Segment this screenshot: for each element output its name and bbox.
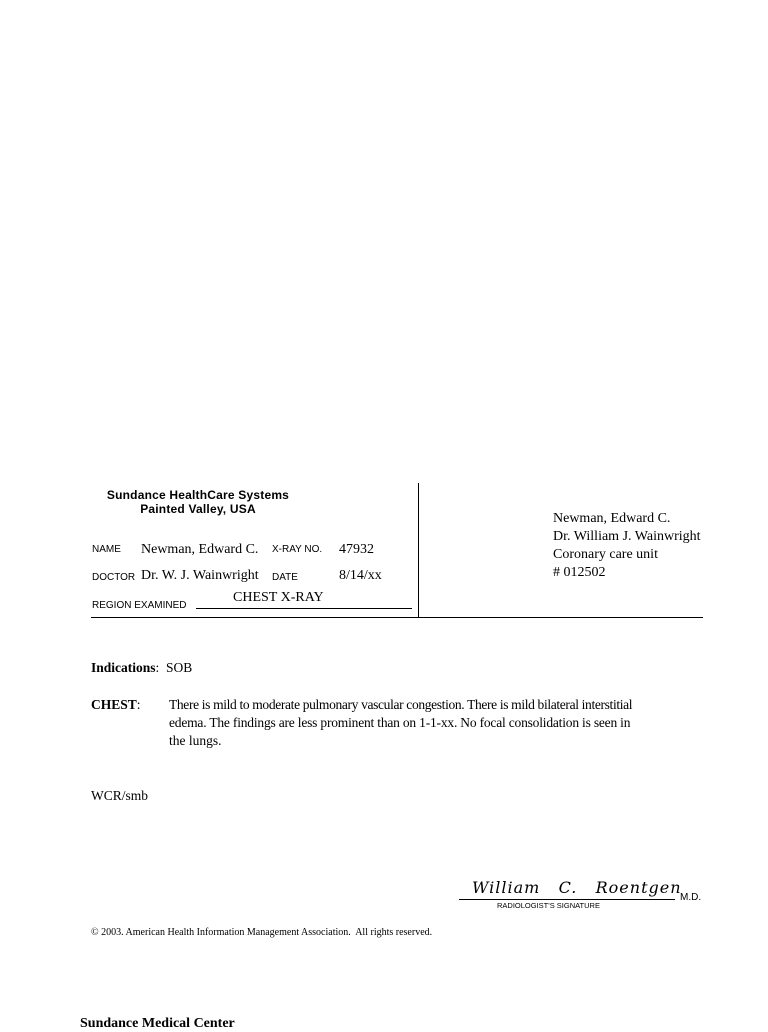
date-label: DATE: [272, 572, 298, 583]
header-bottom-rule: [91, 617, 703, 618]
region-underline: [196, 608, 412, 609]
region-examined-value: CHEST X-RAY: [233, 590, 324, 605]
radiologist-signature: William C. Roentgen: [472, 878, 682, 897]
chest-label: CHEST: [91, 697, 137, 712]
chest-heading: [91, 696, 141, 714]
patient-number: # 012502: [553, 565, 606, 580]
name-label: NAME: [92, 544, 121, 555]
patient-name: Newman, Edward C.: [553, 511, 671, 526]
chest-findings-line: There is mild to moderate pulmonary vascular congestion. There is mild bilateral interstitial: [169, 697, 633, 712]
doctor-label: DOCTOR: [92, 572, 136, 583]
chest-findings-line: the lungs.: [169, 733, 222, 748]
xray-no-label: X-RAY NO.: [272, 544, 323, 555]
indications-colon: :: [155, 660, 160, 675]
cut-off-heading: Sundance Medical Center: [80, 1016, 235, 1031]
name-value: Newman, Edward C.: [141, 542, 259, 557]
signature-line: [459, 899, 675, 900]
chest-findings-line: edema. The findings are less prominent than on 1-1-xx. No focal consolidation is seen in: [169, 715, 631, 730]
signature-suffix: M.D.: [680, 892, 702, 903]
indications-value: SOB: [166, 660, 193, 675]
chest-findings: [169, 696, 709, 750]
doctor-value: Dr. W. J. Wainwright: [141, 568, 259, 583]
region-examined-label: REGION EXAMINED: [92, 600, 187, 611]
patient-doctor: Dr. William J. Wainwright: [553, 529, 701, 544]
xray-no-value: 47932: [339, 542, 374, 557]
transcription-initials: WCR/smb: [91, 788, 149, 803]
date-value: 8/14/xx: [339, 568, 382, 583]
header-divider: [418, 483, 419, 617]
copyright-notice: © 2003. American Health Information Management Association. All rights reserved.: [91, 927, 433, 938]
organization-name: Sundance HealthCare Systems: [106, 488, 290, 502]
indications-line: [91, 659, 192, 677]
organization-location: Painted Valley, USA: [140, 502, 256, 516]
chest-colon: :: [136, 697, 141, 712]
patient-unit: Coronary care unit: [553, 547, 658, 562]
signature-caption: RADIOLOGIST'S SIGNATURE: [497, 901, 600, 910]
indications-label: Indications: [91, 660, 156, 675]
